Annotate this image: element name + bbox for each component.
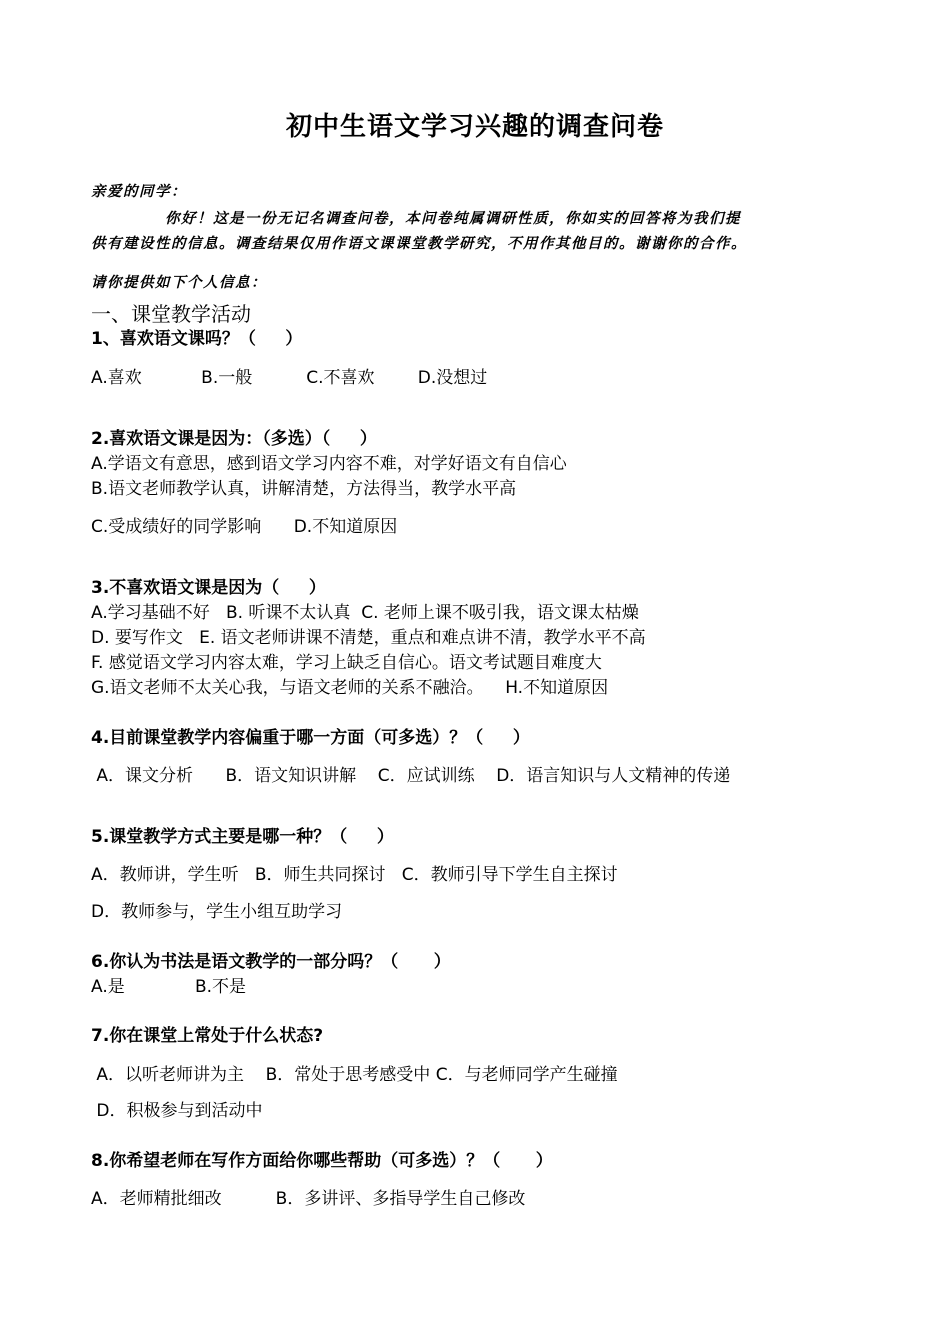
question-2-option-line: A.学语文有意思，感到语文学习内容不难，对学好语文有自信心: [91, 454, 567, 474]
question-1-options: A.喜欢 B.一般 C.不喜欢 D.没想过: [91, 368, 488, 388]
question-2-option-line: C.受成绩好的同学影响 D.不知道原因: [91, 517, 398, 537]
question-4: 4.目前课堂教学内容偏重于哪一方面（可多选）？（ ）: [91, 728, 530, 748]
greeting: 亲爱的同学：: [91, 183, 187, 200]
question-7: 7.你在课堂上常处于什么状态?: [91, 1026, 324, 1046]
question-3-option-line: D. 要写作文 E. 语文老师讲课不清楚，重点和难点讲不清，教学水平不高: [91, 628, 646, 648]
question-5-option-line: A．教师讲，学生听 B．师生共同探讨 C．教师引导下学生自主探讨: [91, 865, 618, 885]
intro-line-1: 你好！这是一份无记名调查问卷，本问卷纯属调研性质，你如实的回答将为我们提: [165, 210, 741, 227]
question-2-option-line: B.语文老师教学认真，讲解清楚，方法得当，教学水平高: [91, 479, 517, 499]
question-5: 5.课堂教学方式主要是哪一种？（ ）: [91, 827, 394, 847]
question-6: 6.你认为书法是语文教学的一部分吗？（ ）: [91, 952, 451, 972]
intro-line-2: 供有建设性的信息。调查结果仅用作语文课课堂教学研究，不用作其他目的。谢谢你的合作。: [91, 235, 747, 252]
question-8-options: A．老师精批细改 B．多讲评、多指导学生自己修改: [91, 1189, 526, 1209]
document-title: 初中生语文学习兴趣的调查问卷: [285, 112, 664, 142]
section-heading: 一、课堂教学活动: [91, 302, 251, 326]
question-3-option-line: G.语文老师不太关心我，与语文老师的关系不融洽。 H.不知道原因: [91, 678, 609, 698]
question-1: 1、喜欢语文课吗？（ ）: [91, 329, 303, 349]
question-6-options: A.是 B.不是: [91, 977, 247, 997]
question-7-option-line: A．以听老师讲为主 B．常处于思考感受中 C．与老师同学产生碰撞: [91, 1065, 618, 1085]
question-3: 3.不喜欢语文课是因为（ ）: [91, 578, 326, 598]
question-4-options: A．课文分析 B．语文知识讲解 C．应试训练 D．语言知识与人文精神的传递: [91, 766, 731, 786]
info-prompt: 请你提供如下个人信息：: [91, 274, 267, 291]
question-8: 8.你希望老师在写作方面给你哪些帮助（可多选）？（ ）: [91, 1151, 553, 1171]
question-3-option-line: F. 感觉语文学习内容太难，学习上缺乏自信心。语文考试题目难度大: [91, 653, 602, 673]
question-2: 2.喜欢语文课是因为：（多选）（ ）: [91, 429, 377, 449]
question-3-option-line: A.学习基础不好 B. 听课不太认真 C. 老师上课不吸引我，语文课太枯燥: [91, 603, 639, 623]
question-5-option-line: D．教师参与，学生小组互助学习: [91, 902, 343, 922]
question-7-option-line: D．积极参与到活动中: [91, 1101, 263, 1121]
